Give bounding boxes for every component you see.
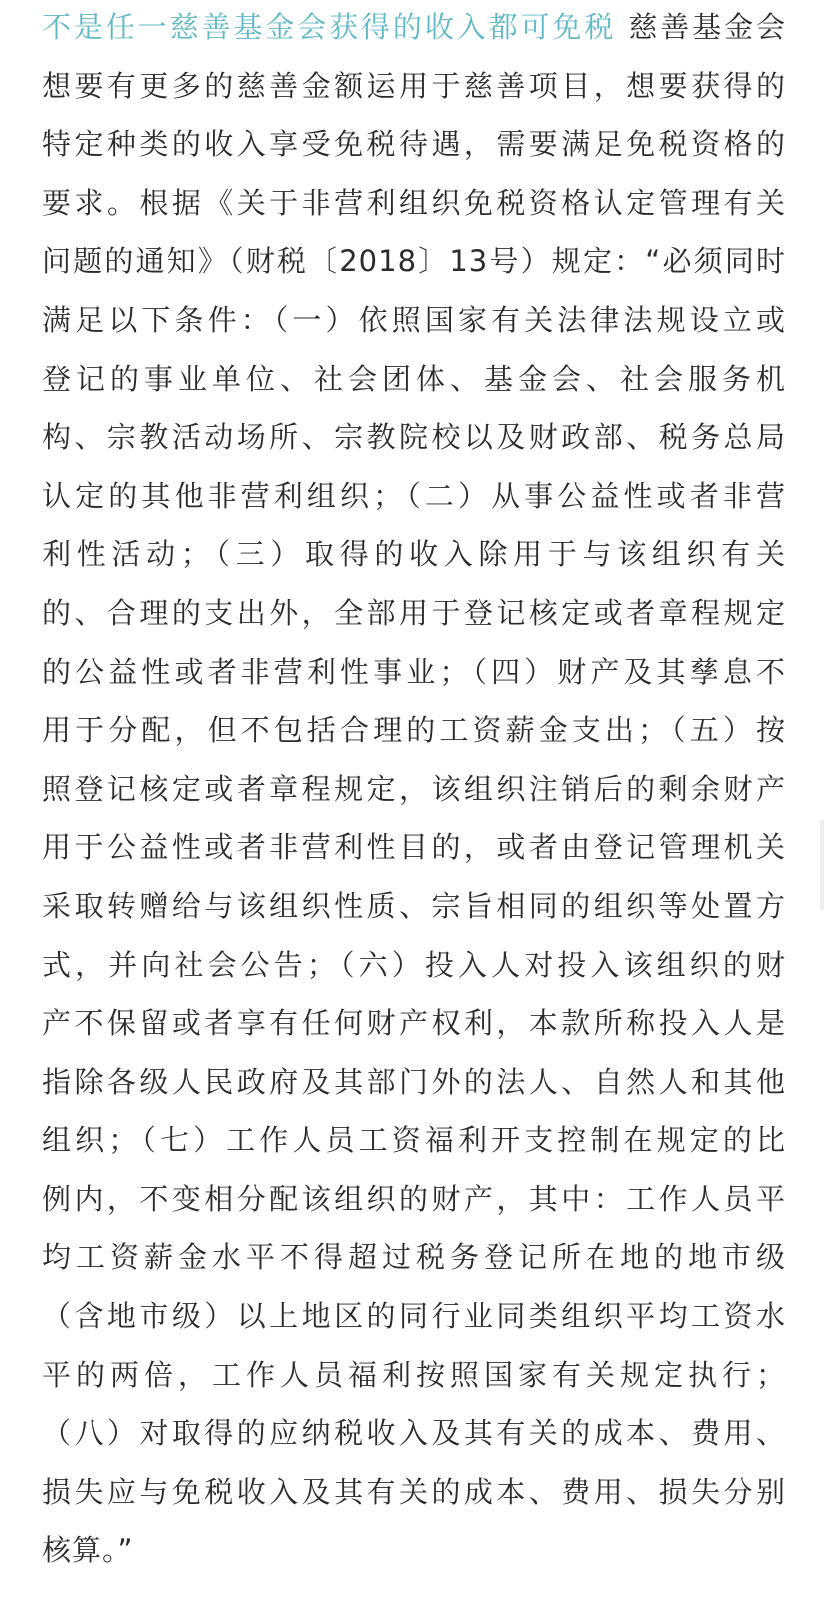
article-line: 的、合理的支出外，全部用于登记核定或者章程规定 <box>42 595 786 630</box>
section-heading: 不是任一慈善基金会获得的收入都可免税 <box>42 10 617 44</box>
article-line: 式，并向社会公告；（六）投入人对投入该组织的财 <box>42 947 786 982</box>
article-body <box>42 0 786 1580</box>
article-line: 要求。根据《关于非营利组织免税资格认定管理有关 <box>42 185 786 220</box>
article-line: 构、宗教活动场所、宗教院校以及财政部、税务总局 <box>42 420 786 455</box>
article-line: 采取转赠给与该组织性质、宗旨相同的组织等处置方 <box>42 888 786 923</box>
article-line: 的公益性或者非营利性事业；（四）财产及其孳息不 <box>42 654 786 689</box>
article-line: 均工资薪金水平不得超过税务登记所在地的地市级 <box>42 1240 786 1275</box>
article-line: 指除各级人民政府及其部门外的法人、自然人和其他 <box>42 1064 786 1099</box>
article-line: 问题的通知》（财税〔2018〕13号）规定：“必须同时 <box>42 244 786 279</box>
article-line: （八）对取得的应纳税收入及其有关的成本、费用、 <box>42 1416 786 1451</box>
article-line-1-text: 慈善基金会 <box>628 10 786 44</box>
article-line: 满足以下条件：（一）依照国家有关法律法规设立或 <box>42 302 786 337</box>
article-line-1 <box>42 0 786 57</box>
article-line: 特定种类的收入享受免税待遇，需要满足免税资格的 <box>42 127 786 162</box>
article-line: 损失应与免税收入及其有关的成本、费用、损失分别 <box>42 1474 786 1509</box>
article-line: 平的两倍，工作人员福利按照国家有关规定执行； <box>42 1357 786 1392</box>
article-line: 登记的事业单位、社会团体、基金会、社会服务机 <box>42 361 786 396</box>
article-line-last: 核算。” <box>42 1533 134 1568</box>
article-line: 产不保留或者享有任何财产权利，本款所称投入人是 <box>42 1006 786 1041</box>
article-line: 认定的其他非营利组织；（二）从事公益性或者非营 <box>42 478 786 513</box>
scrollbar-thumb[interactable] <box>820 820 824 910</box>
article-line: （含地市级）以上地区的同行业同类组织平均工资水 <box>42 1299 786 1334</box>
article-line: 用于分配，但不包括合理的工资薪金支出；（五）按 <box>42 713 786 748</box>
article-line: 照登记核定或者章程规定，该组织注销后的剩余财产 <box>42 771 786 806</box>
article-line: 利性活动；（三）取得的收入除用于与该组织有关 <box>42 537 786 572</box>
article-line: 例内，不变相分配该组织的财产，其中：工作人员平 <box>42 1181 786 1216</box>
article-line: 组织；（七）工作人员工资福利开支控制在规定的比 <box>42 1123 786 1158</box>
article-line: 想要有更多的慈善金额运用于慈善项目，想要获得的 <box>42 68 786 103</box>
article-line: 用于公益性或者非营利性目的，或者由登记管理机关 <box>42 830 786 865</box>
